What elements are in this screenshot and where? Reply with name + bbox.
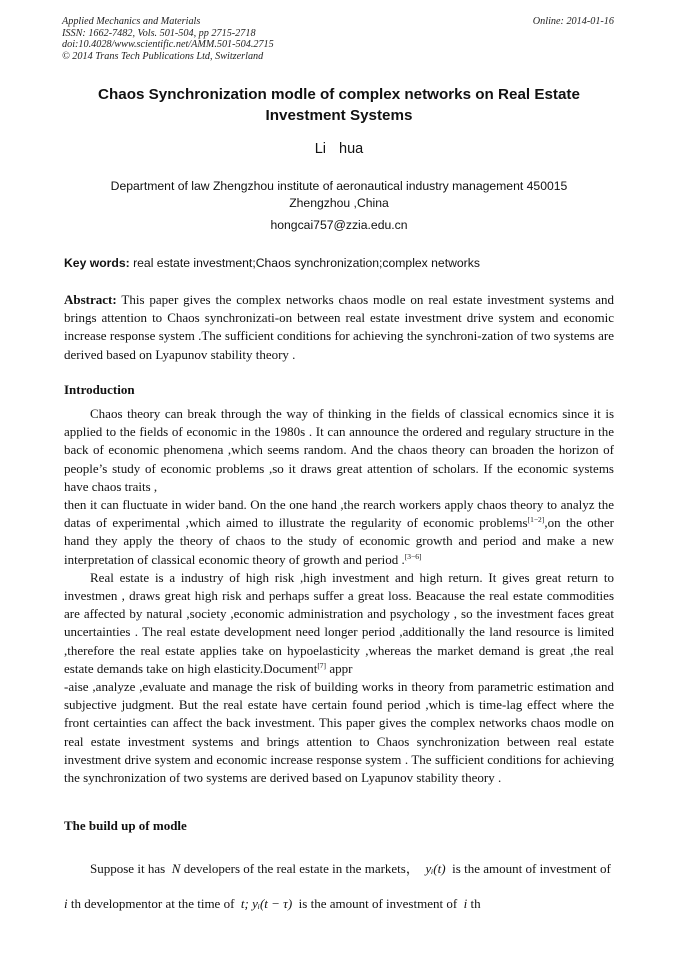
build-text-3: is the amount of investment of <box>452 861 611 876</box>
build-up-heading: The build up of modle <box>64 818 187 833</box>
intro-text-1b: then it can fluctuate in wider band. On the one hand ,the rearch workers apply chaos theory to analyz the datas of experimental ,which aimed to illustrate the regularity of economic problems <box>64 497 614 531</box>
keywords-text: real estate investment;Chaos synchronization;complex networks <box>133 256 480 270</box>
var-i-1: i <box>64 896 68 911</box>
abstract-label: Abstract: <box>64 292 117 307</box>
keywords <box>64 256 624 270</box>
build-up-paragraph <box>64 851 614 921</box>
build-text-1: Suppose it has <box>90 861 166 876</box>
intro-paragraph-2 <box>64 569 614 678</box>
citation-1-2: [1−2] <box>527 515 545 525</box>
build-text-2: developers of the real estate in the markets， <box>183 861 419 876</box>
author-name: Li hua <box>314 141 364 157</box>
citation-3-6: [3−6] <box>404 551 422 561</box>
introduction-heading: Introduction <box>64 382 135 397</box>
journal-name: Applied Mechanics and Materials <box>62 16 201 27</box>
var-y-t: yᵢ(t) <box>425 861 446 876</box>
build-up-body <box>64 851 614 921</box>
paper-title: Chaos Synchronization modle of complex networks on Real Estate Investment Systems <box>98 86 580 124</box>
intro-paragraph-1b <box>64 496 614 569</box>
intro-text-2b: appr <box>326 660 353 676</box>
intro-text-2a: Real estate is a industry of high risk ,high investment and high return. It gives great return to investmen , draws great high risk and perhaps suffer a great loss. Beacause the real estate commodities are affected by natural ,society ,economic administration and psychology , so the investment faces great uncertainties . The real estate development need longer period ,additionally the land resource is limited ,therefore the real estate applies take on hypoelasticity ,whereas the market demand is great ,the real estate demands take on high elasticity.Document <box>64 569 614 676</box>
introduction-body <box>64 405 614 787</box>
intro-paragraph-3: -aise ,analyze ,evaluate and manage the risk of building works in theory from parametric estimation and subjective judgment. But the real estate have certain found period ,which is time-lag effect where the front certainties can affect the back investment. This paper gives the complex networks chaos modle on real estate investment systems and brings attention to Chaos synchronization between real estate investment drive system and economic increase response system . The sufficient conditions for achieving the synchronization of two systems are derived based on Lyapunov stability theory . <box>64 679 614 786</box>
var-i-2: i <box>463 896 468 911</box>
build-text-5: is the amount of investment of <box>298 896 458 911</box>
intro-text-1c: ,on the other hand they apply the theory of chaos to the study of economic growth and period and make a new interpretation of classical economic theory of growth and period . <box>64 515 614 567</box>
copyright-line: © 2014 Trans Tech Publications Ltd, Switzerland <box>62 50 264 62</box>
var-t: t <box>240 896 245 911</box>
citation-7: [7] <box>317 660 327 670</box>
affiliation-line-1: Department of law Zhengzhou institute of aeronautical industry management 450015 <box>110 179 568 193</box>
journal-header <box>62 16 274 62</box>
author-email: hongcai757@zzia.edu.cn <box>270 218 408 232</box>
intro-paragraph-1a: Chaos theory can break through the way of thinking in the fields of classical ecnomics since it is applied to the fields of economic in the 1980s . It can announce the ordered and regulary structure in the back of economic phenomena ,which seems random. And the chaos theory can broaden the horizon of people’s study of economic problems ,so it draws great attention of scholars. If the economic systems have chaos traits , <box>64 406 614 494</box>
build-text-4: th developmentor at the time of <box>70 896 235 911</box>
issn-line: ISSN: 1662-7482, Vols. 501-504, pp 2715-2718 <box>62 27 256 39</box>
doi-line: doi:10.4028/www.scientific.net/AMM.501-504.2715 <box>62 39 274 51</box>
abstract <box>64 291 614 364</box>
abstract-text: This paper gives the complex networks chaos modle on real estate investment systems and brings attention to Chaos synchronizati-on between real estate investment drive system and economic increase response system .The sufficient conditions for achieving the synchroni-zation of two systems are derived based on Lyapunov stability theory . <box>64 292 614 362</box>
online-date: Online: 2014-01-16 <box>532 16 614 27</box>
keywords-label: Key words: <box>64 256 130 270</box>
var-N: N <box>171 861 181 876</box>
build-text-6: th <box>470 896 481 911</box>
affiliation <box>70 178 608 212</box>
var-y-t-tau: ; yᵢ(t − τ) <box>244 896 293 911</box>
affiliation-line-2: Zhengzhou ,China <box>289 196 389 210</box>
